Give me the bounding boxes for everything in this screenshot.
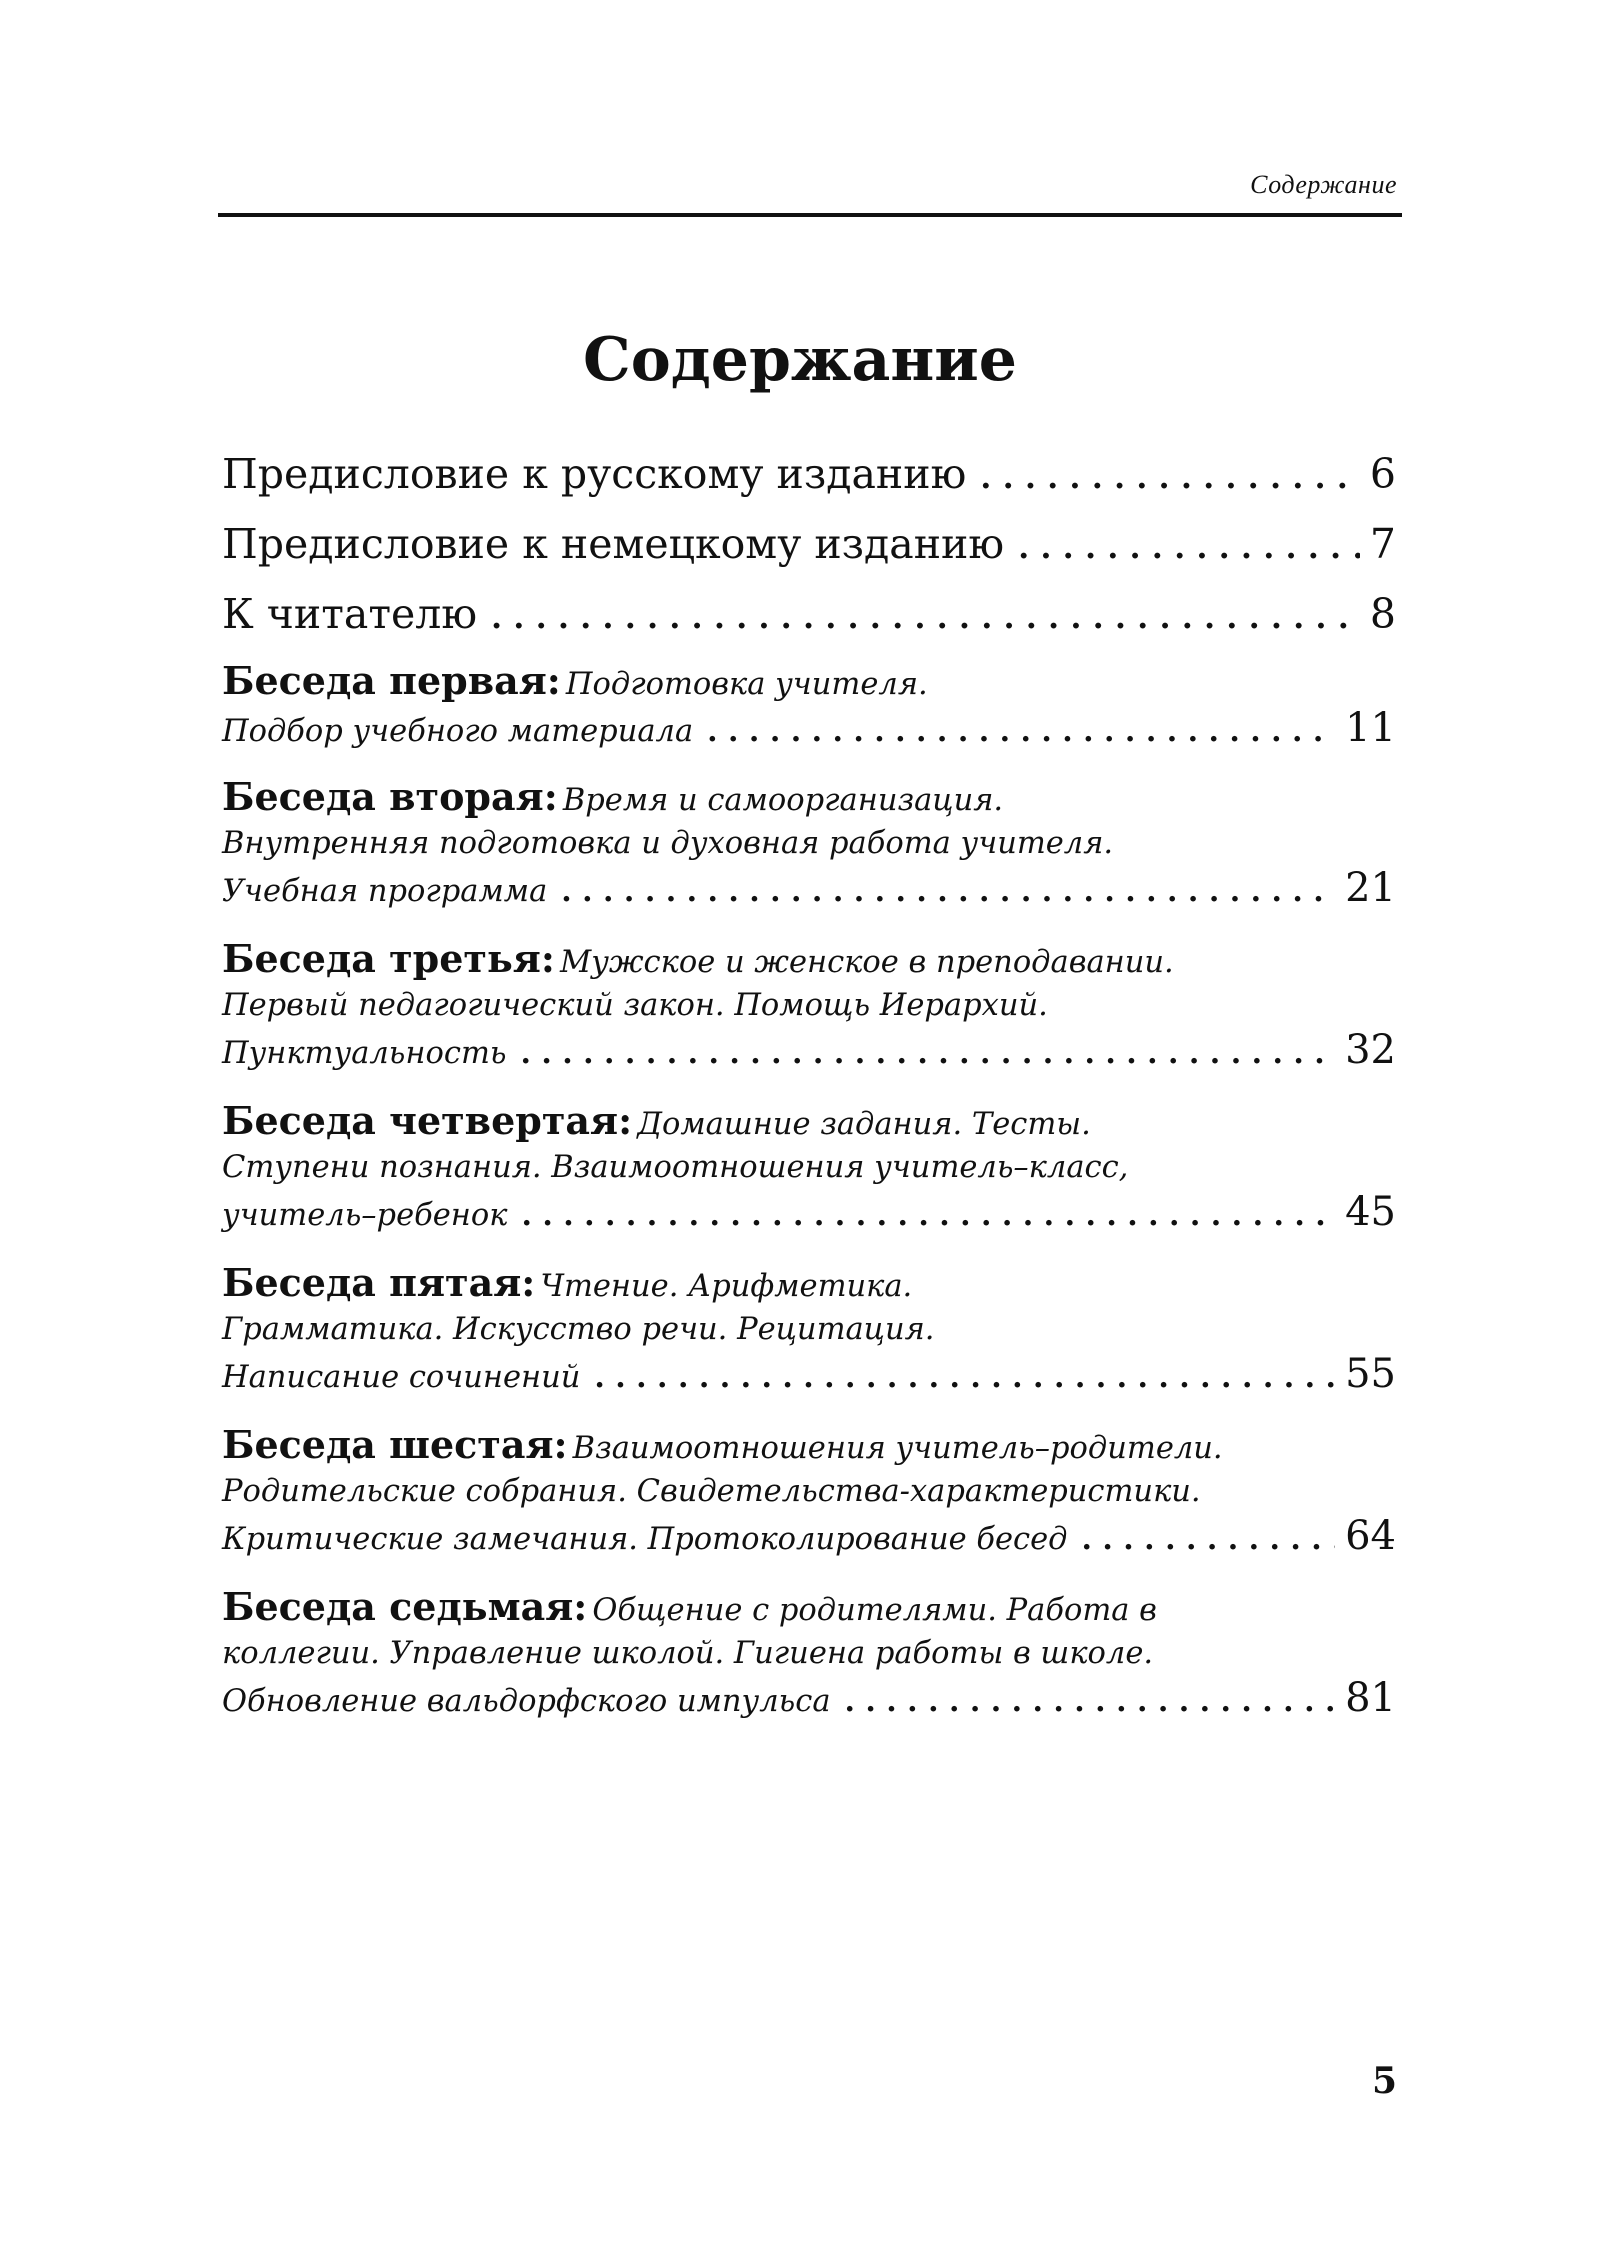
toc-page-number: 64 [1345, 1513, 1396, 1559]
page-title: Содержание [583, 325, 1017, 395]
toc-page-number: 11 [1345, 705, 1396, 751]
toc-entry-conversation-5[interactable] [222, 1258, 1396, 1396]
conversation-label: Беседа вторая: [222, 774, 558, 819]
toc-page-number: 8 [1369, 590, 1396, 638]
page-number: 5 [1371, 2060, 1397, 2102]
conversation-topic: Учебная программа [222, 874, 548, 909]
toc-page-number: 6 [1369, 450, 1396, 498]
toc-entry-conversation-3[interactable] [222, 934, 1396, 1072]
conversation-label: Беседа шестая: [222, 1422, 568, 1467]
conversation-topic: Мужское и женское в преподавании. [559, 945, 1174, 980]
toc-page-number: 81 [1345, 1675, 1396, 1721]
running-head: Содержание [1250, 170, 1397, 199]
toc-entry-preface-russian[interactable] [222, 439, 1396, 509]
toc-entry-conversation-1[interactable] [222, 656, 1396, 750]
conversation-topic: Общение с родителями. Работа в [592, 1593, 1157, 1628]
toc-entry-conversation-6[interactable] [222, 1420, 1396, 1558]
conversation-topic: Написание сочинений [222, 1360, 581, 1395]
conversation-topic: коллегии. Управление школой. Гигиена работы в школе. [222, 1636, 1154, 1671]
toc-front-matter [222, 439, 1396, 649]
conversation-topic: Первый педагогический закон. Помощь Иерархий. [222, 988, 1048, 1023]
dot-leader [1018, 512, 1360, 582]
conversation-label: Беседа седьмая: [222, 1584, 588, 1629]
conversation-topic: учитель–ребенок [222, 1198, 508, 1233]
conversation-topic: Подготовка учителя. [565, 667, 928, 702]
dot-leader [561, 870, 1335, 914]
dot-leader [1082, 1518, 1336, 1562]
dot-leader [521, 1194, 1335, 1238]
toc-entry-text: Предисловие к русскому изданию [222, 450, 967, 498]
conversation-topic: Чтение. Арифметика. [540, 1269, 913, 1304]
conversation-topic: Грамматика. Искусство речи. Рецитация. [222, 1312, 935, 1347]
toc-page-number: 7 [1369, 520, 1396, 568]
toc-page-number: 32 [1345, 1027, 1396, 1073]
dot-leader [491, 582, 1360, 652]
conversation-topic: Родительские собрания. Свидетельства-характеристики. [222, 1474, 1201, 1509]
toc-entry-conversation-4[interactable] [222, 1096, 1396, 1234]
toc-page-number: 45 [1345, 1189, 1396, 1235]
header-rule [218, 213, 1402, 217]
conversation-topic: Взаимоотношения учитель–родители. [572, 1431, 1223, 1466]
toc-page-number: 55 [1345, 1351, 1396, 1397]
conversation-topic: Обновление вальдорфского импульса [222, 1684, 831, 1719]
toc-entry-text: К читателю [222, 590, 478, 638]
conversation-topic: Подбор учебного материала [222, 714, 694, 749]
dot-leader [520, 1032, 1335, 1076]
toc-entry-preface-german[interactable] [222, 509, 1396, 579]
dot-leader [980, 442, 1360, 512]
conversation-topic: Домашние задания. Тесты. [637, 1107, 1091, 1142]
conversation-label: Беседа четвертая: [222, 1098, 633, 1143]
conversation-topic: Критические замечания. Протоколирование бесед [222, 1522, 1068, 1557]
toc-entry-conversation-2[interactable] [222, 772, 1396, 910]
conversation-topic: Время и самоорганизация. [562, 783, 1004, 818]
toc-entry-text: Предисловие к немецкому изданию [222, 520, 1005, 568]
toc-page-number: 21 [1345, 865, 1396, 911]
toc-entry-to-reader[interactable] [222, 579, 1396, 649]
conversation-topic: Внутренняя подготовка и духовная работа учителя. [222, 826, 1114, 861]
dot-leader [845, 1680, 1336, 1724]
conversation-label: Беседа пятая: [222, 1260, 536, 1305]
conversation-label: Беседа третья: [222, 936, 555, 981]
dot-leader [707, 710, 1335, 754]
conversation-topic: Пунктуальность [222, 1036, 507, 1071]
toc-entry-conversation-7[interactable] [222, 1582, 1396, 1720]
conversation-label: Беседа первая: [222, 658, 561, 703]
dot-leader [594, 1356, 1335, 1400]
conversation-topic: Ступени познания. Взаимоотношения учитель–класс, [222, 1150, 1129, 1185]
